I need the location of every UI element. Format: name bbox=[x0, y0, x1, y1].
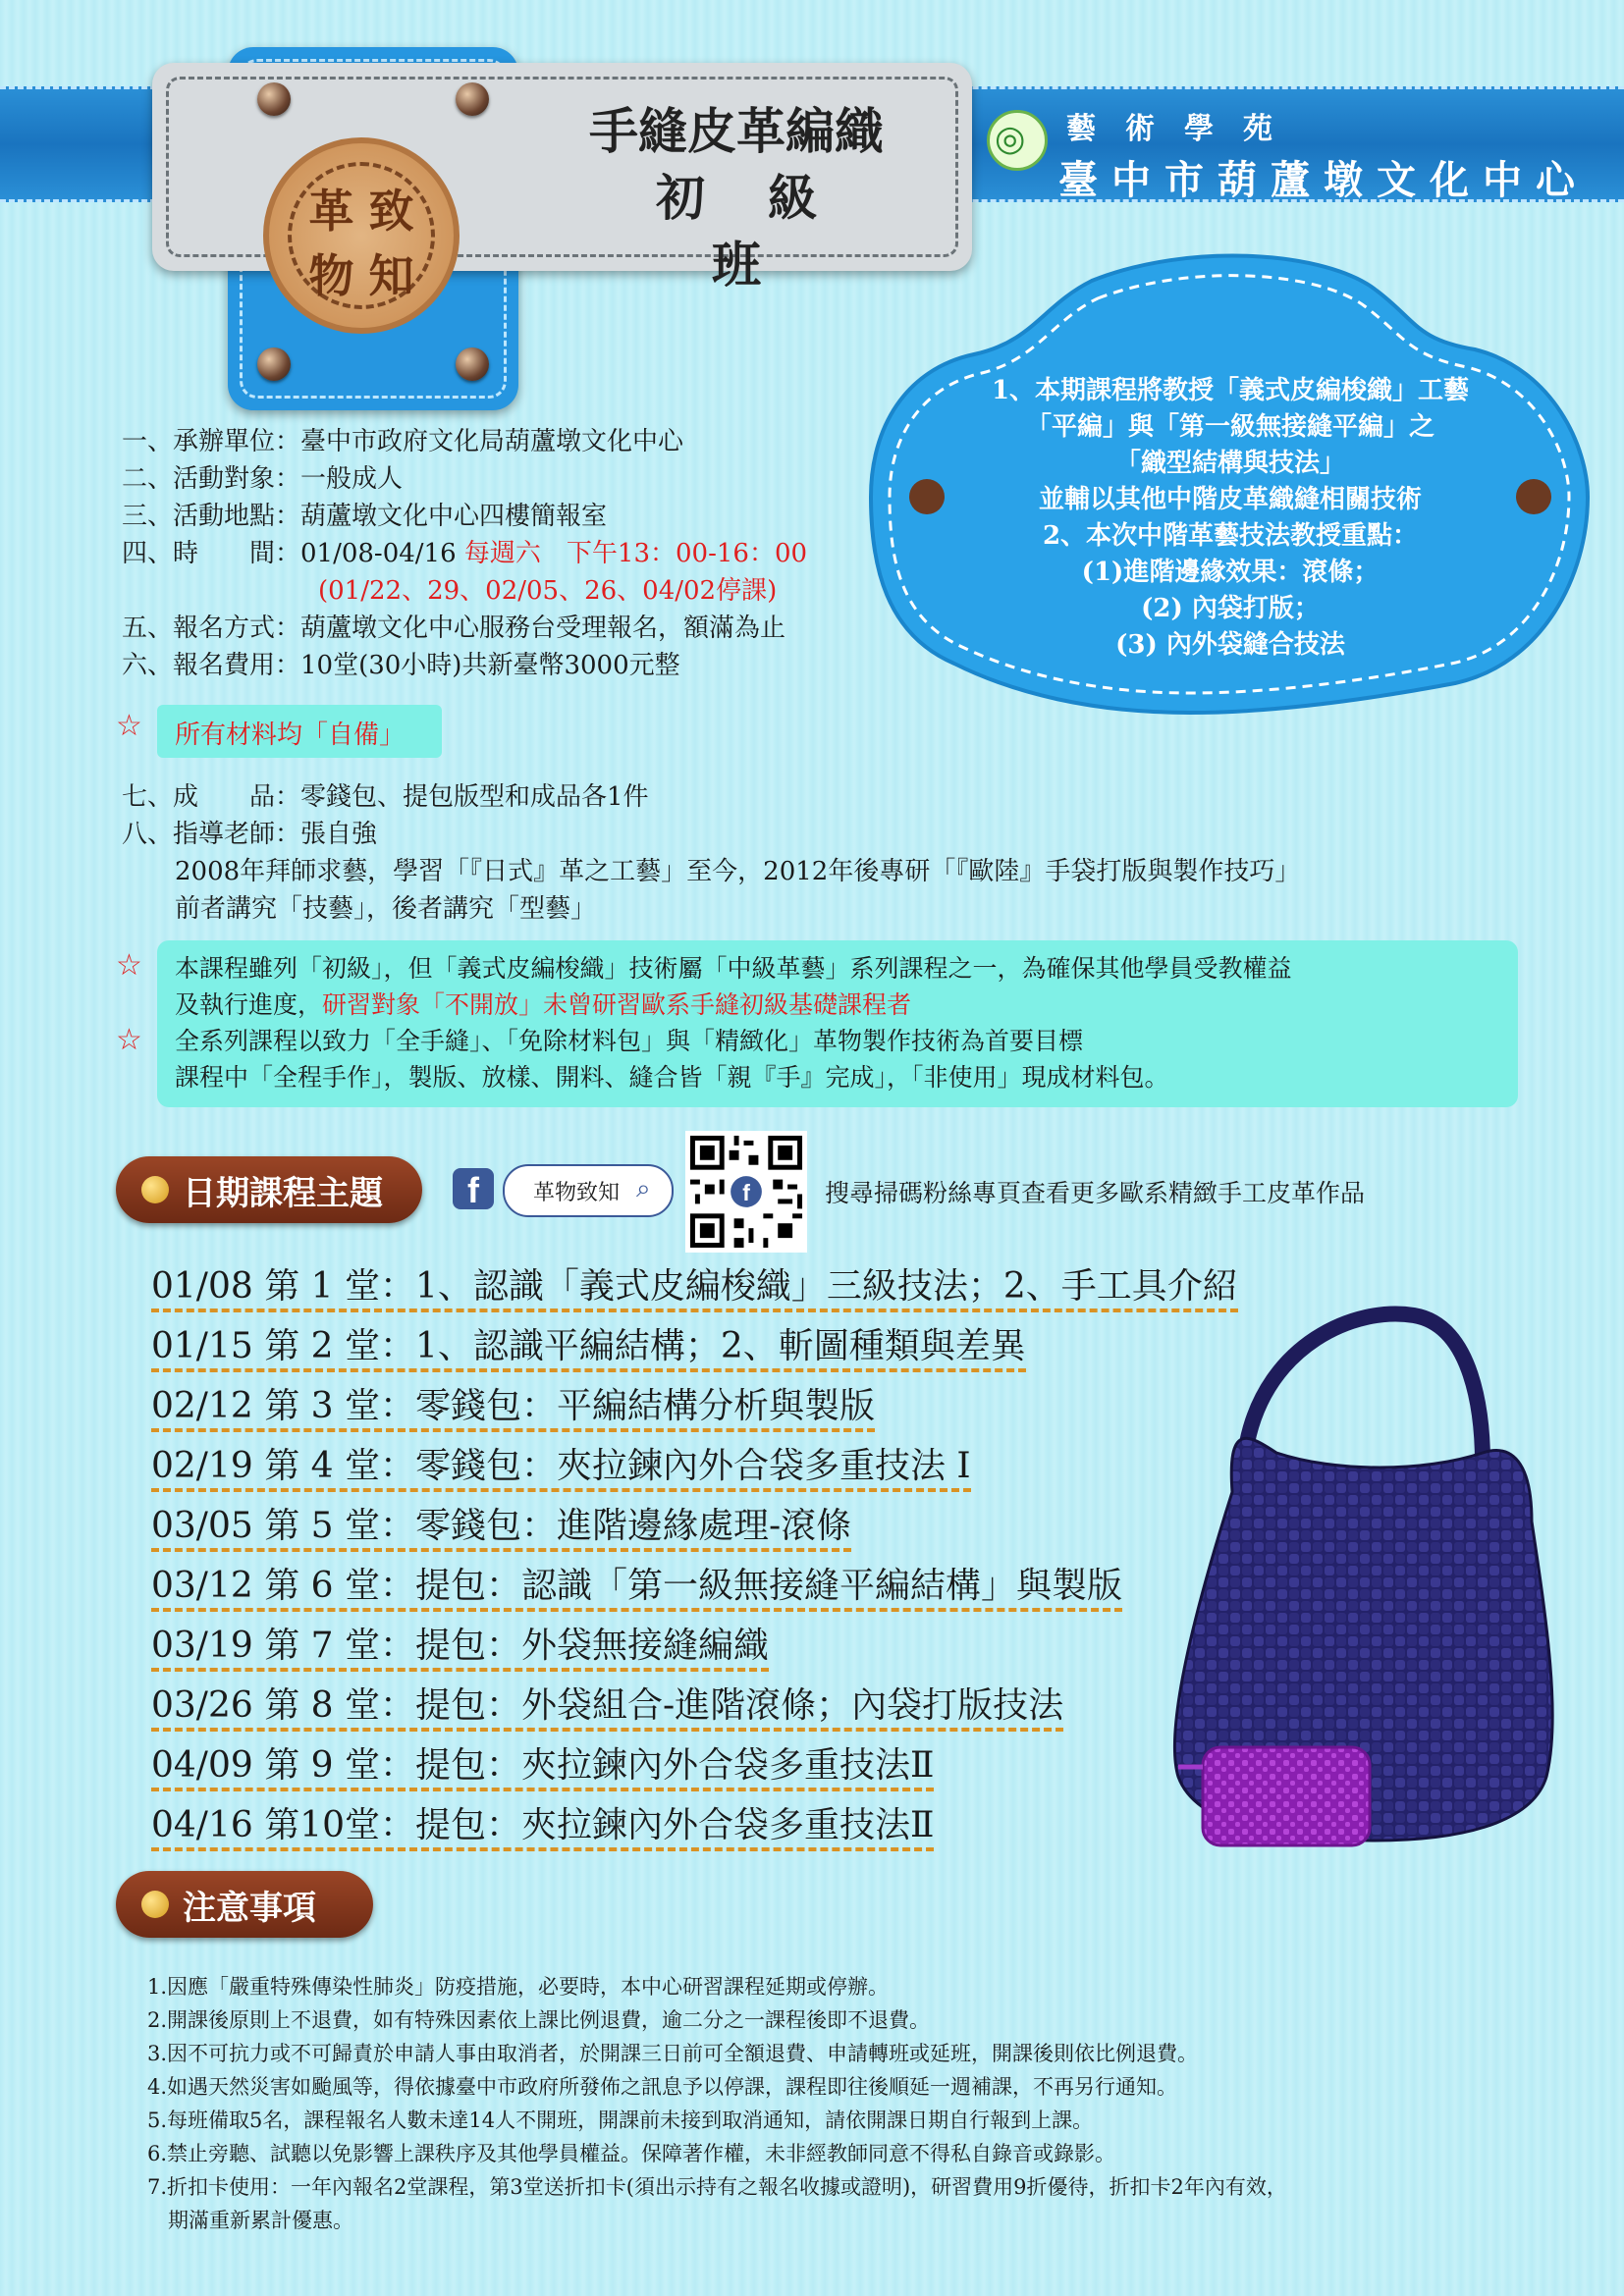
schedule-row-text: 01/15 第 2 堂：1、認識平編結構；2、斬圖種類與差異 bbox=[151, 1326, 1026, 1372]
notes-section-header bbox=[116, 1871, 373, 1938]
note-item: 6.禁止旁聽、試聽以免影響上課秩序及其他學員權益。保障著作權，未非經教師同意不得私自錄音或錄影。 bbox=[147, 2142, 1116, 2165]
qr-code[interactable] bbox=[685, 1131, 807, 1253]
rivet-icon bbox=[257, 347, 291, 381]
notice-line: 課程中「全程手作」，製版、放樣、開料、縫合皆「親『手』完成」，「非使用」現成材料包。 bbox=[175, 1063, 1169, 1092]
note-item: 1.因應「嚴重特殊傳染性肺炎」防疫措施，必要時，本中心研習課程延期或停辦。 bbox=[147, 1975, 890, 1999]
notice-restriction: 研習對象「不開放」未曾研習歐系手縫初級基礎課程者 bbox=[322, 990, 912, 1019]
qr-caption: 搜尋掃碼粉絲專頁查看更多歐系精緻手工皮革作品 bbox=[825, 1179, 1366, 1207]
star-icon: ☆ bbox=[116, 709, 142, 743]
section-label: 日期課程主題 bbox=[183, 1173, 383, 1213]
org-name: 臺中市葫蘆墩文化中心 bbox=[1058, 157, 1589, 203]
info-teacher: 八、指導老師：張自強 bbox=[122, 820, 378, 849]
schedule-row-text: 03/05 第 5 堂：零錢包：進階邊緣處理-滾條 bbox=[151, 1506, 851, 1552]
svg-text:f: f bbox=[742, 1179, 750, 1205]
schedule-row bbox=[151, 1376, 1238, 1436]
seal-char: 知 bbox=[368, 249, 414, 302]
note-item: 3.因不可抗力或不可歸責於申請人事由取消者，於開課三日前可全額退費、申請轉班或延班，開課後則依比例退費。 bbox=[147, 2042, 1199, 2065]
highlight-line: 「平編」與「第一級無接縫平編」之 bbox=[1025, 412, 1435, 442]
schedule-row-text: 01/08 第 1 堂：1、認識「義式皮編梭織」三級技法；2、手工具介紹 bbox=[151, 1266, 1238, 1312]
schedule-row-text: 03/26 第 8 堂：提包：外袋組合-進階滾條；內袋打版技法 bbox=[151, 1685, 1063, 1732]
rivet-icon bbox=[456, 82, 489, 116]
search-icon: ⌕ bbox=[636, 1174, 651, 1203]
spiral-logo-icon: ◎ bbox=[995, 119, 1026, 159]
schedule-row-text: 02/12 第 3 堂：零錢包：平編結構分析與製版 bbox=[151, 1386, 875, 1432]
highlight-line: 並輔以其他中階皮革織縫相關技術 bbox=[1038, 485, 1422, 514]
schedule-row bbox=[151, 1316, 1238, 1376]
schedule-row bbox=[151, 1556, 1238, 1616]
org-subtitle: 藝術學苑 bbox=[1066, 112, 1302, 146]
star-icon: ☆ bbox=[116, 948, 142, 983]
highlight-line: (2) 內袋打版； bbox=[1141, 594, 1320, 623]
title-line-1: 手縫皮革編織 bbox=[589, 102, 884, 160]
schedule-row bbox=[151, 1496, 1238, 1556]
highlight-line: 「織型結構與技法」 bbox=[1114, 449, 1345, 478]
schedule-list bbox=[151, 1256, 1238, 1855]
section-label: 注意事項 bbox=[183, 1888, 316, 1928]
schedule-row-text: 04/09 第 9 堂：提包：夾拉鍊內外合袋多重技法Ⅱ bbox=[151, 1745, 934, 1791]
info-time-dates: 四、時 間：01/08-04/16 bbox=[122, 539, 457, 568]
schedule-row-text: 03/12 第 6 堂：提包：認識「第一級無接縫平編結構」與製版 bbox=[151, 1566, 1122, 1612]
note-item: 5.每班備取5名，課程報名人數未達14人不開班，開課前未接到取消通知，請依開課日期自行報到上課。 bbox=[147, 2109, 1094, 2132]
highlight-line: (1)進階邊緣效果：滾條； bbox=[1081, 558, 1380, 587]
info-time bbox=[122, 536, 807, 572]
info-organizer: 一、承辦單位：臺中市政府文化局葫蘆墩文化中心 bbox=[122, 427, 684, 456]
schedule-row bbox=[151, 1676, 1238, 1735]
materials-note: 所有材料均「自備」 bbox=[175, 721, 406, 750]
schedule-row bbox=[151, 1436, 1238, 1496]
note-item: 4.如遇天然災害如颱風等，得依據臺中市政府所發佈之訊息予以停課，課程即往後順延一週補課，不再另行通知。 bbox=[147, 2075, 1178, 2099]
rivet-icon bbox=[456, 347, 489, 381]
bullet-icon bbox=[141, 1176, 169, 1203]
woven-bag-image bbox=[1159, 1306, 1571, 1855]
rivet-icon bbox=[257, 82, 291, 116]
notice-line bbox=[175, 987, 911, 1023]
highlight-text bbox=[884, 373, 1577, 664]
seal-characters bbox=[288, 162, 435, 309]
brand-seal bbox=[263, 137, 460, 334]
info-location: 三、活動地點：葫蘆墩文化中心四樓簡報室 bbox=[122, 502, 608, 531]
schedule-row-text: 03/19 第 7 堂：提包：外袋無接縫編織 bbox=[151, 1626, 769, 1672]
note-item: 7.折扣卡使用：一年內報名2堂課程，第3堂送折扣卡(須出示持有之報名收據或證明)，研習費用9折優待，折扣卡2年內有效， bbox=[147, 2175, 1287, 2199]
notice-line: 全系列課程以致力「全手縫」、「免除材料包」與「精緻化」革物製作技術為首要目標 bbox=[175, 1027, 1084, 1055]
schedule-section-header bbox=[116, 1156, 422, 1223]
seal-char: 物 bbox=[308, 249, 354, 302]
star-icon: ☆ bbox=[116, 1023, 142, 1057]
highlight-line: (3) 內外袋縫合技法 bbox=[1115, 630, 1345, 660]
info-time-breaks: (01/22、29、02/05、26、04/02停課) bbox=[318, 576, 778, 606]
info-audience: 二、活動對象：一般成人 bbox=[122, 464, 404, 494]
schedule-row bbox=[151, 1735, 1238, 1795]
note-item: 2.開課後原則上不退費，如有特殊因素依上課比例退費，逾二分之一課程後即不退費。 bbox=[147, 2008, 931, 2032]
facebook-icon[interactable]: f bbox=[453, 1168, 494, 1209]
info-product: 七、成 品：零錢包、提包版型和成品各1件 bbox=[122, 782, 649, 812]
notice-text: 及執行進度， bbox=[175, 990, 323, 1019]
highlight-line: 1、本期課程將教授「義式皮編梭織」工藝 bbox=[991, 376, 1470, 405]
note-item: 期滿重新累計優惠。 bbox=[147, 2209, 353, 2232]
search-text: 革物致知 bbox=[532, 1180, 620, 1205]
info-fee: 六、報名費用：10堂(30小時)共新臺幣3000元整 bbox=[122, 651, 680, 680]
bullet-icon bbox=[141, 1891, 169, 1918]
notes-list bbox=[147, 1970, 1287, 2237]
title-line-2: 初級班 bbox=[656, 169, 880, 294]
highlight-line: 2、本次中階革藝技法教授重點： bbox=[1042, 521, 1419, 551]
schedule-row-text: 04/16 第10堂：提包：夾拉鍊內外合袋多重技法Ⅱ bbox=[151, 1805, 934, 1851]
schedule-row bbox=[151, 1256, 1238, 1316]
teacher-bio-1: 2008年拜師求藝，學習「『日式』革之工藝」至今，2012年後專研「『歐陸』手袋打版與製作技巧」 bbox=[175, 857, 1301, 886]
info-time-hours: 每週六 下午13：00-16：00 bbox=[456, 539, 808, 568]
schedule-row bbox=[151, 1795, 1238, 1855]
seal-char: 革 bbox=[308, 185, 354, 238]
teacher-bio-2: 前者講究「技藝」，後者講究「型藝」 bbox=[175, 894, 597, 924]
seal-char: 致 bbox=[368, 185, 414, 238]
schedule-row bbox=[151, 1616, 1238, 1676]
notice-line: 本課程雖列「初級」，但「義式皮編梭織」技術屬「中級革藝」系列課程之一，為確保其他學員受教權益 bbox=[175, 954, 1292, 983]
schedule-row-text: 02/19 第 4 堂：零錢包：夾拉鍊內外合袋多重技法 I bbox=[151, 1446, 971, 1492]
info-registration: 五、報名方式：葫蘆墩文化中心服務台受理報名，額滿為止 bbox=[122, 614, 786, 643]
